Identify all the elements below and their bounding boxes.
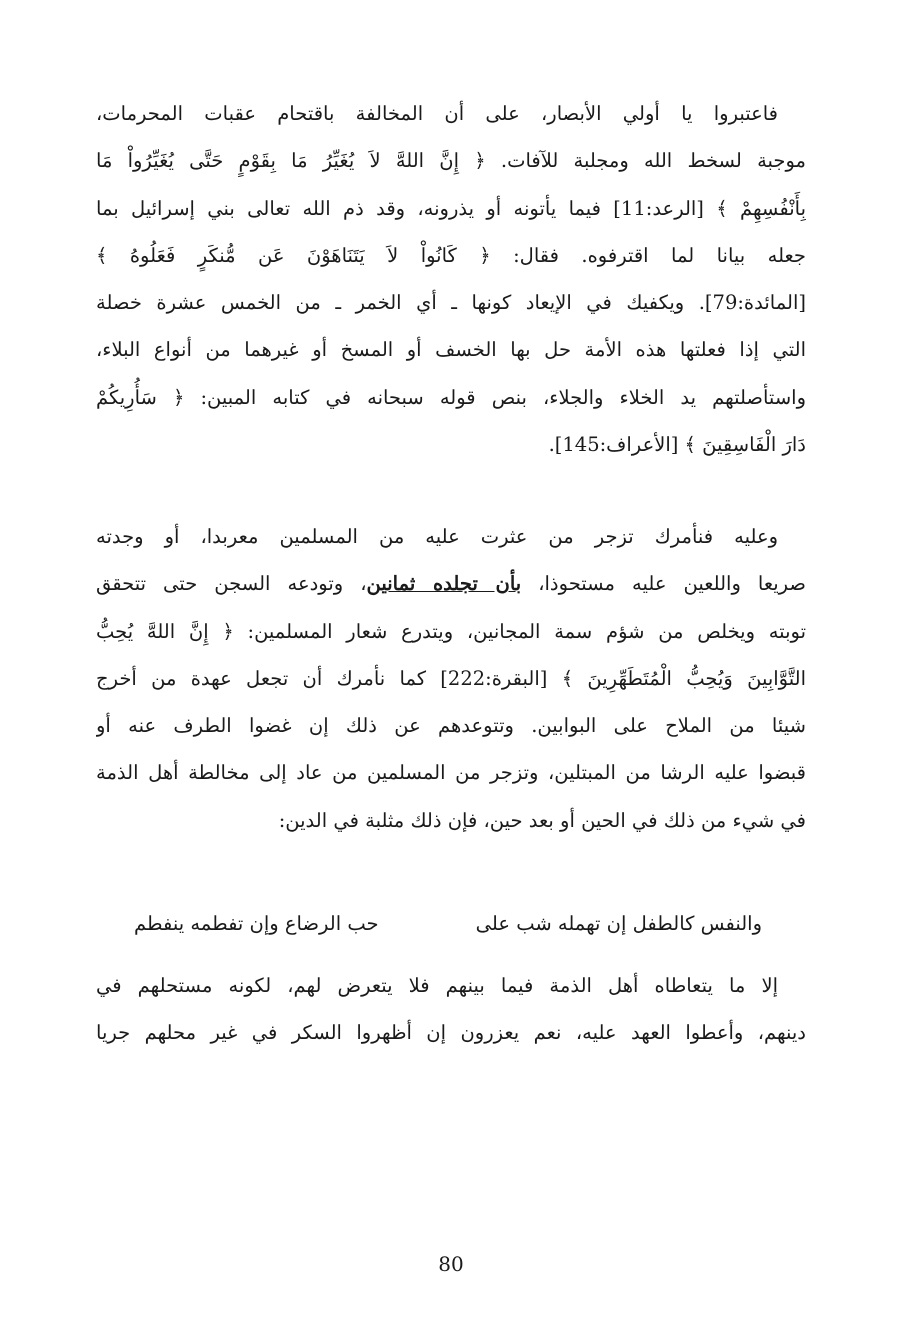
- text-segment: صريعا واللعين عليه مستحوذا،: [521, 572, 806, 596]
- paragraph-line: التَّوَّابِينَ وَيُحِبُّ الْمُتَطَهِّرِينَ ﴾ [البقرة:222] كما نأمرك أن تجعل عهدة من أخرج: [96, 666, 806, 690]
- paragraph-line: دينهم، وأعطوا العهد عليه، نعم يعزرون إن أظهروا السكر في غير محلهم جريا: [96, 1021, 806, 1045]
- paragraph-1: [96, 90, 806, 468]
- paragraph-2: [96, 513, 806, 844]
- paragraph-line: واستأصلتهم يد الخلاء والجلاء، بنص قوله سبحانه في كتابه المبين: ﴿ سَأُرِيكُمْ: [96, 385, 806, 409]
- paragraph-line: [المائدة:79]. ويكفيك في الإيعاد كونها ـ أي الخمر ـ من الخمس عشرة خصلة: [96, 291, 806, 315]
- paragraph-line: فاعتبروا يا أولي الأبصار، على أن المخالفة باقتحام عقبات المحرمات،: [96, 102, 778, 125]
- paragraph-line: التي إذا فعلتها هذه الأمة حل بها الخسف أو المسخ أو غيرهما من أنواع البلاء،: [96, 338, 806, 362]
- paragraph-3: [96, 962, 806, 1057]
- poem-second-hemistich: حب الرضاع وإن تفطمه ينفطم: [134, 912, 379, 935]
- paragraph-line: إلا ما يتعاطاه أهل الذمة فيما بينهم فلا يتعرض لهم، لكونه مستحلهم في: [96, 974, 778, 997]
- poem-first-hemistich: والنفس كالطفل إن تهمله شب على: [475, 912, 762, 935]
- paragraph-line: قبضوا عليه الرشا من المبتلين، وتزجر من المسلمين من عاد إلى مخالطة أهل الذمة: [96, 761, 806, 785]
- paragraph-line: توبته ويخلص من شؤم سمة المجانين، ويتدرع شعار المسلمين: ﴿ إِنَّ اللهَّ يُحِبُّ: [96, 619, 806, 643]
- emphasized-phrase: بأن تجلده ثمانين: [366, 572, 522, 596]
- paragraph-line: وعليه فنأمرك تزجر من عثرت عليه من المسلمين معربدا، أو وجدته: [96, 525, 778, 548]
- paragraph-line-with-emphasis: [96, 560, 806, 607]
- paragraph-line: شيئا من الملاح على البوابين. وتتوعدهم عن ذلك إن غضوا الطرف عنه أو: [96, 714, 806, 738]
- text-segment: ، وتودعه السجن حتى تتحقق: [96, 572, 367, 596]
- poem-verse: [96, 900, 806, 947]
- page-number: 80: [438, 1252, 464, 1276]
- paragraph-line: جعله بيانا لما اقترفوه. فقال: ﴿ كَانُواْ لاَ يَتَنَاهَوْنَ عَن مُّنكَرٍ فَعَلُوهُ ﴾: [96, 243, 806, 267]
- paragraph-line: موجبة لسخط الله ومجلبة للآفات. ﴿ إِنَّ اللهَّ لاَ يُغَيِّرُ مَا بِقَوْمٍ حَتَّى يُغَيِّرُواْ مَا: [96, 149, 806, 173]
- paragraph-line: بِأَنْفُسِهِمْ ﴾ [الرعد:11] فيما يأتونه أو يذرونه، وقد ذم الله تعالى بني إسرائيل بما: [96, 196, 806, 220]
- paragraph-line: دَارَ الْفَاسِقِينَ ﴾ [الأعراف:145].: [548, 433, 806, 457]
- paragraph-line: في شيء من ذلك في الحين أو بعد حين، فإن ذلك مثلبة في الدين:: [278, 808, 806, 832]
